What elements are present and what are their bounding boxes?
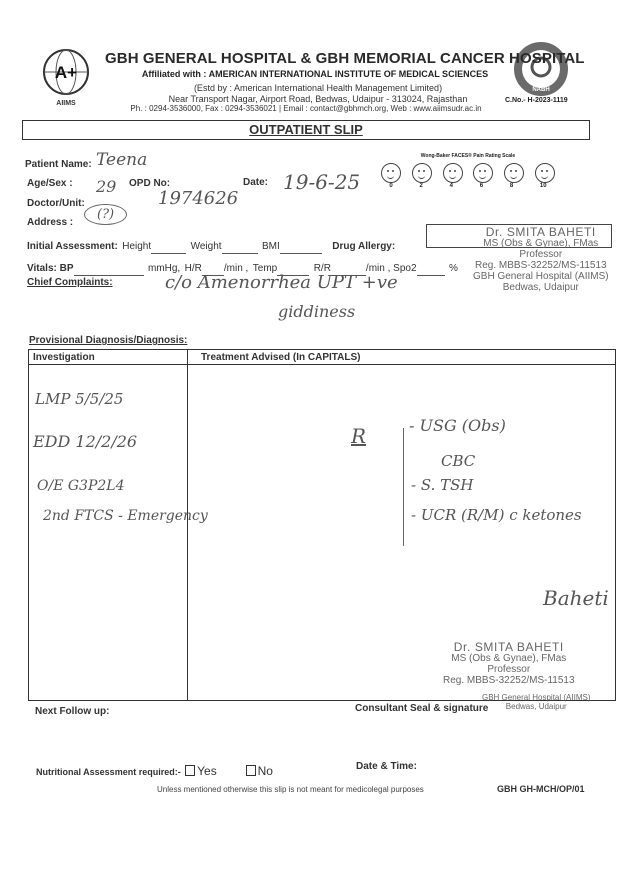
disclaimer: Unless mentioned otherwise this slip is not meant for medicolegal purposes [157, 785, 424, 794]
affiliation-line: Affiliated with : AMERICAN INTERNATIONAL INSTITUTE OF MEDICAL SCIENCES [141, 69, 489, 79]
opd-label: OPD No: [129, 178, 171, 189]
weight-label: Weight [190, 241, 222, 252]
patient-name-value: Teena [96, 150, 148, 170]
complaint-line-2: giddiness [278, 302, 356, 321]
doctor-signature: Baheti [543, 586, 609, 610]
pain-face-icon [535, 163, 555, 183]
logo-left-label: AIIMS [56, 100, 76, 107]
initial-assessment-label: Initial Assessment: [27, 241, 118, 252]
slip-title: OUTPATIENT SLIP [249, 122, 363, 137]
investigation-note: O/E G3P2L4 [37, 478, 125, 494]
stamp-doctor-name: Dr. SMITA BAHETI [453, 640, 564, 654]
investigation-note: 2nd FTCS - Emergency [43, 508, 208, 524]
nutritional-row [36, 762, 273, 780]
treatment-note: CBC [441, 452, 476, 470]
hr-unit: /min , [223, 263, 249, 274]
stamp-line: MS (Obs & Gynae), FMas [483, 238, 599, 249]
stamp-line: GBH General Hospital (AIIMS) [473, 271, 609, 282]
investigation-note: EDD 12/2/26 [33, 432, 138, 451]
nabh-label: NABH [532, 87, 550, 93]
temp-label: Temp [252, 263, 278, 274]
nutritional-label: Nutritional Assessment required:- [36, 767, 181, 777]
vitals-bp-label: Vitals: BP [27, 263, 74, 274]
contact-line: Ph. : 0294-3536000, Fax : 0294-3536021 | Email : contact@gbhmch.org, Web : www.aiimsudr.ac.in [130, 104, 482, 113]
treatment-header: Treatment Advised (In CAPITALS) [201, 352, 361, 363]
chief-complaints-label: Chief Complaints: [27, 277, 113, 288]
patient-name-label: Patient Name: [25, 159, 92, 170]
investigation-treatment-table [28, 349, 616, 701]
next-follow-up-label: Next Follow up: [35, 706, 110, 717]
treatment-note: - S. TSH [411, 476, 474, 494]
pain-face-icon [473, 163, 493, 183]
stamp-line: Reg. MBBS-32252/MS-11513 [443, 675, 575, 686]
stamp-line: Professor [487, 664, 531, 675]
height-label: Height [122, 241, 152, 252]
pain-face-icon [412, 163, 432, 183]
stamp-line: Bedwas, Udaipur [502, 282, 579, 293]
treatment-note: - UCR (R/M) c ketones [411, 506, 582, 524]
no-checkbox[interactable] [246, 765, 256, 776]
address-line: Near Transport Nagar, Airport Road, Bedwas, Udaipur - 313024, Rajasthan [168, 94, 468, 104]
drug-allergy-label: Drug Allergy: [332, 241, 396, 252]
pain-value: 8 [509, 183, 514, 189]
form-code: GBH GH-MCH/OP/01 [497, 784, 585, 794]
stamp-line: Reg. MBBS-32252/MS-11513 [475, 260, 607, 271]
column-divider [187, 350, 188, 700]
date-label: Date: [243, 177, 269, 188]
stamp-doctor-name: Dr. SMITA BAHETI [485, 225, 596, 239]
stamp-line: Bedwas, Udaipur [505, 702, 567, 711]
pain-face-icon [381, 163, 401, 183]
cert-number: C.No.- H-2023-1119 [505, 97, 568, 104]
mmhg-unit: mmHg, [147, 263, 181, 274]
yes-label: Yes [197, 764, 217, 778]
age-value: 29 [96, 177, 117, 196]
initial-assessment-row [27, 236, 395, 254]
hr-label: H/R [184, 263, 202, 274]
age-sex-label: Age/Sex : [27, 178, 73, 189]
treatment-note: - USG (Obs) [409, 416, 506, 435]
provisional-diagnosis-label: Provisional Diagnosis/Diagnosis: [29, 335, 188, 346]
stamp-line: GBH General Hospital (AIIMS) [482, 693, 591, 702]
hospital-name: GBH GENERAL HOSPITAL & GBH MEMORIAL CANCER HOSPITAL [105, 50, 585, 67]
bmi-label: BMI [262, 241, 280, 252]
consultant-seal-label: Consultant Seal & signature [355, 703, 489, 714]
pain-value: 2 [419, 183, 423, 189]
doctor-stamp-top [473, 227, 609, 293]
stamp-overlap-lines [482, 693, 590, 711]
address-label: Address : [27, 217, 74, 228]
stamp-line: Professor [519, 249, 563, 260]
spo2-label: /min , Spo2 [365, 263, 417, 274]
doctor-unit-label: Doctor/Unit: [27, 198, 85, 209]
opd-value: 1974626 [158, 188, 239, 209]
address-value: (?) [84, 204, 127, 225]
slip-title-box [22, 120, 590, 140]
rx-symbol: R [351, 424, 367, 448]
pain-face-icon [443, 163, 463, 183]
established-line: (Estd by : American International Health Management Limited) [193, 83, 443, 93]
pain-face-icon [504, 163, 524, 183]
pain-scale-title: Wong-Baker FACES® Pain Rating Scale [420, 153, 516, 159]
stamp-line: MS (Obs & Gynae), FMas [451, 653, 567, 664]
date-value: 19-6-25 [283, 170, 361, 194]
pain-rating-scale [376, 153, 560, 189]
pain-value: 6 [479, 183, 484, 189]
doctor-stamp-bottom [443, 642, 575, 686]
rr-label: R/R [313, 263, 331, 274]
no-label: No [257, 764, 273, 778]
investigation-header: Investigation [33, 352, 95, 363]
date-time-label: Date & Time: [356, 761, 417, 772]
pain-value: 10 [539, 183, 547, 189]
pain-value: 4 [449, 183, 453, 189]
complaint-line-1: c/o Amenorrhea UPT +ve [165, 272, 398, 293]
logo-mark: A+ [54, 63, 78, 82]
treatment-bracket [403, 428, 404, 546]
yes-checkbox[interactable] [185, 765, 195, 776]
percent-unit: % [448, 263, 458, 274]
pain-value: 0 [389, 183, 393, 189]
investigation-note: LMP 5/5/25 [35, 390, 124, 408]
